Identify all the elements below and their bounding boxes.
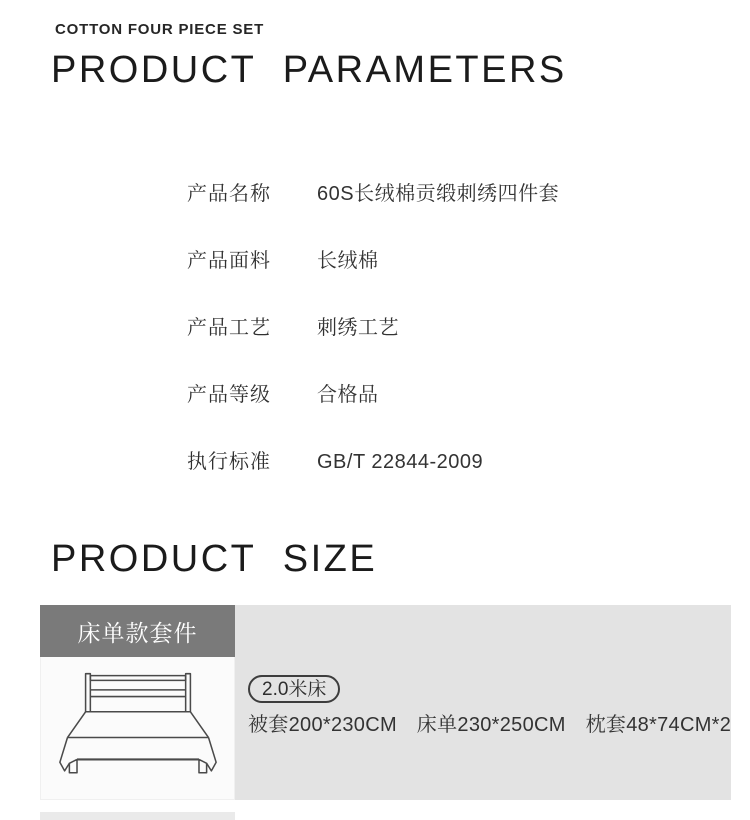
table-row <box>187 249 559 273</box>
eyebrow-text: COTTON FOUR PIECE SET <box>55 21 265 38</box>
param-value: GB/T 22844-2009 <box>317 451 484 473</box>
param-value: 60S长绒棉贡缎刺绣四件套 <box>317 183 560 205</box>
param-label: 执行标准 <box>187 451 271 473</box>
next-card-peek <box>40 812 235 820</box>
parameters-table <box>187 182 559 517</box>
param-label: 产品面料 <box>187 250 271 272</box>
size-card-left-column <box>40 605 235 800</box>
param-label: 产品工艺 <box>187 317 271 339</box>
section-title-size: PRODUCT SIZE <box>51 538 378 580</box>
table-row <box>187 182 559 206</box>
param-value: 合格品 <box>317 384 379 406</box>
illustration-panel <box>40 657 235 800</box>
section-title-parameters: PRODUCT PARAMETERS <box>51 49 567 91</box>
dimension-pillowcase: 枕套48*74CM*2 <box>585 714 732 736</box>
param-label: 产品等级 <box>187 384 271 406</box>
table-row <box>187 316 559 340</box>
size-card-details <box>235 605 731 800</box>
variant-label: 床单款套件 <box>40 605 235 657</box>
table-row <box>187 383 559 407</box>
bed-illustration <box>57 667 219 789</box>
size-card <box>40 605 732 800</box>
param-value: 长绒棉 <box>317 250 379 272</box>
dimension-sheet: 床单230*250CM <box>416 714 566 736</box>
param-value: 刺绣工艺 <box>317 317 399 339</box>
bed-size-badge: 2.0米床 <box>248 675 340 703</box>
table-row <box>187 450 559 474</box>
param-label: 产品名称 <box>187 183 271 205</box>
dimensions-text <box>248 708 731 737</box>
dimension-duvet: 被套200*230CM <box>248 714 397 736</box>
